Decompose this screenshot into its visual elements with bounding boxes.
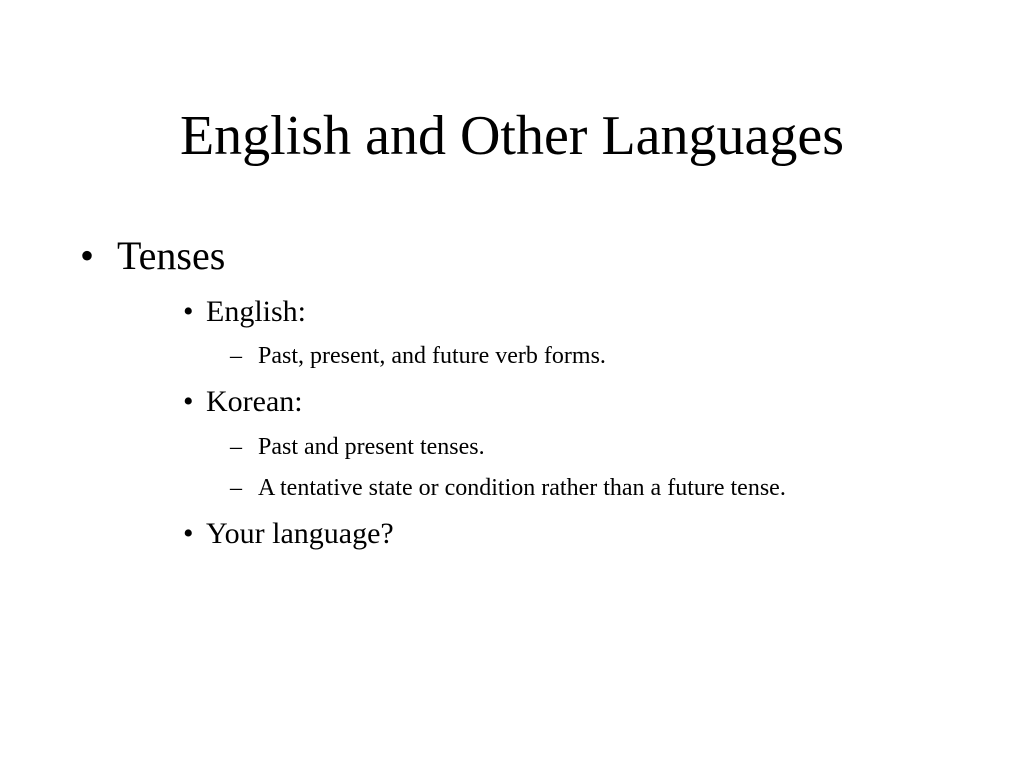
dash-text: Past, present, and future verb forms. [258,343,606,369]
bullet-text: English: [206,295,307,328]
dash-icon: – [230,475,242,501]
bullet-text: Your language? [206,517,394,550]
bullet-icon: • [183,517,194,550]
bullet-icon: • [183,385,194,418]
bullet-text: Tenses [117,233,226,278]
bullet-text: Korean: [206,385,303,418]
dash-icon: – [230,343,242,369]
slide-title: English and Other Languages [179,105,845,167]
dash-text: A tentative state or condition rather than a future tense. [258,475,786,501]
dash-icon: – [230,434,242,460]
bullet-icon: • [183,295,194,328]
dash-text: Past and present tenses. [258,434,485,460]
bullet-icon: • [80,233,95,278]
